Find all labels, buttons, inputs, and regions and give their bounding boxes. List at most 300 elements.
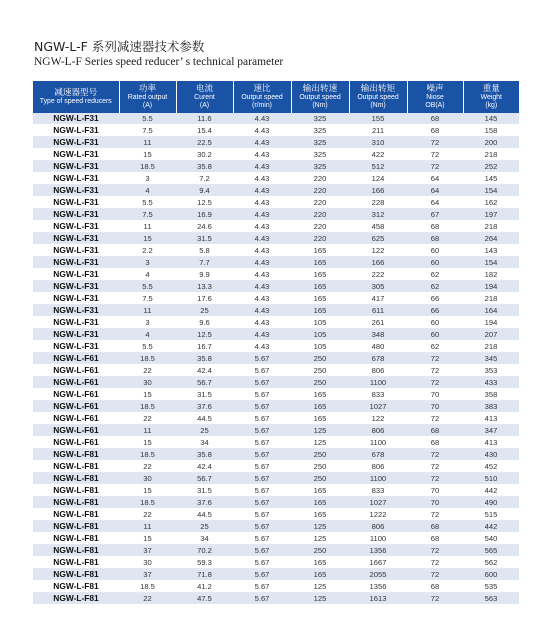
cell-noise: 72	[407, 461, 463, 473]
cell-model: NGW-L-F31	[33, 281, 119, 293]
cell-output-torque: 122	[349, 413, 407, 425]
cell-weight: 158	[463, 125, 519, 137]
cell-output-speed: 220	[291, 197, 349, 209]
cell-output-torque: 806	[349, 461, 407, 473]
cell-power: 2.2	[119, 245, 176, 257]
cell-noise: 60	[407, 257, 463, 269]
cell-output-speed: 220	[291, 173, 349, 185]
cell-output-speed: 125	[291, 533, 349, 545]
cell-current: 5.8	[176, 245, 233, 257]
header-model	[33, 81, 119, 113]
header-weight	[463, 81, 519, 113]
cell-output-torque: 512	[349, 161, 407, 173]
cell-model: NGW-L-F81	[33, 581, 119, 593]
cell-model: NGW-L-F31	[33, 125, 119, 137]
cell-current: 12.5	[176, 329, 233, 341]
cell-current: 25	[176, 425, 233, 437]
cell-model: NGW-L-F31	[33, 185, 119, 197]
cell-power: 7.5	[119, 125, 176, 137]
cell-output-torque: 1222	[349, 509, 407, 521]
cell-power: 4	[119, 269, 176, 281]
table-row	[33, 293, 519, 305]
cell-noise: 68	[407, 581, 463, 593]
header-output-speed-cn: 输出转速	[302, 84, 338, 95]
cell-model: NGW-L-F81	[33, 485, 119, 497]
cell-current: 35.8	[176, 449, 233, 461]
table-row	[33, 449, 519, 461]
table-row	[33, 329, 519, 341]
cell-model: NGW-L-F31	[33, 317, 119, 329]
cell-ratio: 5.67	[233, 401, 291, 413]
table-row	[33, 377, 519, 389]
cell-power: 22	[119, 365, 176, 377]
cell-output-torque: 166	[349, 257, 407, 269]
table-row	[33, 353, 519, 365]
cell-noise: 68	[407, 113, 463, 125]
cell-power: 18.5	[119, 581, 176, 593]
cell-output-speed: 165	[291, 269, 349, 281]
cell-model: NGW-L-F31	[33, 137, 119, 149]
table-row	[33, 209, 519, 221]
header-output-speed	[291, 81, 349, 113]
cell-output-torque: 611	[349, 305, 407, 317]
table-row	[33, 281, 519, 293]
table-row	[33, 569, 519, 581]
cell-power: 5.5	[119, 113, 176, 125]
header-power-en: Rated output	[127, 94, 168, 102]
cell-output-speed: 220	[291, 209, 349, 221]
cell-weight: 207	[463, 329, 519, 341]
cell-output-torque: 806	[349, 425, 407, 437]
cell-power: 11	[119, 305, 176, 317]
cell-power: 30	[119, 473, 176, 485]
cell-output-speed: 165	[291, 509, 349, 521]
table-row	[33, 425, 519, 437]
cell-ratio: 5.67	[233, 425, 291, 437]
cell-model: NGW-L-F81	[33, 473, 119, 485]
cell-noise: 70	[407, 401, 463, 413]
cell-current: 71.8	[176, 569, 233, 581]
cell-power: 7.5	[119, 209, 176, 221]
cell-weight: 162	[463, 197, 519, 209]
cell-ratio: 5.67	[233, 461, 291, 473]
cell-power: 11	[119, 521, 176, 533]
cell-noise: 68	[407, 521, 463, 533]
cell-noise: 72	[407, 161, 463, 173]
cell-current: 15.4	[176, 125, 233, 137]
cell-output-torque: 833	[349, 485, 407, 497]
cell-ratio: 5.67	[233, 533, 291, 545]
cell-weight: 565	[463, 545, 519, 557]
cell-current: 42.4	[176, 461, 233, 473]
cell-ratio: 5.67	[233, 353, 291, 365]
cell-output-torque: 833	[349, 389, 407, 401]
cell-noise: 67	[407, 209, 463, 221]
cell-ratio: 4.43	[233, 185, 291, 197]
cell-weight: 358	[463, 389, 519, 401]
cell-ratio: 5.67	[233, 389, 291, 401]
cell-model: NGW-L-F31	[33, 209, 119, 221]
cell-output-torque: 1356	[349, 545, 407, 557]
cell-ratio: 4.43	[233, 281, 291, 293]
header-output-torque-en: Output speed	[357, 94, 399, 102]
header-ratio-en: Output speed	[241, 94, 283, 102]
cell-output-torque: 806	[349, 365, 407, 377]
cell-current: 17.6	[176, 293, 233, 305]
cell-current: 42.4	[176, 365, 233, 377]
cell-weight: 535	[463, 581, 519, 593]
cell-power: 30	[119, 377, 176, 389]
cell-power: 22	[119, 509, 176, 521]
cell-output-speed: 105	[291, 329, 349, 341]
cell-current: 16.9	[176, 209, 233, 221]
cell-output-torque: 480	[349, 341, 407, 353]
cell-ratio: 4.43	[233, 221, 291, 233]
cell-noise: 68	[407, 425, 463, 437]
header-weight-cn: 重量	[482, 84, 500, 95]
cell-model: NGW-L-F81	[33, 497, 119, 509]
cell-ratio: 5.67	[233, 593, 291, 605]
cell-model: NGW-L-F31	[33, 245, 119, 257]
cell-output-speed: 325	[291, 125, 349, 137]
table-row	[33, 137, 519, 149]
cell-output-torque: 312	[349, 209, 407, 221]
table-row	[33, 269, 519, 281]
cell-ratio: 5.67	[233, 545, 291, 557]
table-row	[33, 305, 519, 317]
table-row	[33, 413, 519, 425]
cell-ratio: 5.67	[233, 509, 291, 521]
cell-ratio: 4.43	[233, 245, 291, 257]
cell-output-speed: 105	[291, 341, 349, 353]
cell-noise: 72	[407, 545, 463, 557]
cell-weight: 563	[463, 593, 519, 605]
cell-output-torque: 261	[349, 317, 407, 329]
cell-current: 35.8	[176, 161, 233, 173]
cell-output-speed: 165	[291, 557, 349, 569]
cell-output-torque: 348	[349, 329, 407, 341]
cell-current: 44.5	[176, 509, 233, 521]
cell-output-speed: 165	[291, 485, 349, 497]
header-output-torque-unit: (Nm)	[370, 101, 386, 109]
cell-power: 4	[119, 329, 176, 341]
cell-weight: 442	[463, 521, 519, 533]
cell-power: 30	[119, 557, 176, 569]
cell-weight: 143	[463, 245, 519, 257]
cell-output-speed: 250	[291, 473, 349, 485]
cell-output-torque: 1100	[349, 533, 407, 545]
cell-current: 24.6	[176, 221, 233, 233]
cell-power: 11	[119, 137, 176, 149]
cell-weight: 252	[463, 161, 519, 173]
table-row	[33, 149, 519, 161]
cell-noise: 72	[407, 509, 463, 521]
cell-output-torque: 305	[349, 281, 407, 293]
cell-ratio: 4.43	[233, 329, 291, 341]
cell-output-speed: 165	[291, 293, 349, 305]
cell-model: NGW-L-F81	[33, 533, 119, 545]
cell-power: 22	[119, 593, 176, 605]
cell-output-torque: 678	[349, 449, 407, 461]
cell-model: NGW-L-F81	[33, 509, 119, 521]
cell-current: 13.3	[176, 281, 233, 293]
cell-model: NGW-L-F81	[33, 557, 119, 569]
cell-current: 31.5	[176, 233, 233, 245]
cell-output-torque: 422	[349, 149, 407, 161]
cell-output-torque: 1613	[349, 593, 407, 605]
cell-ratio: 5.67	[233, 497, 291, 509]
cell-output-torque: 1100	[349, 437, 407, 449]
cell-output-speed: 325	[291, 161, 349, 173]
cell-power: 5.5	[119, 197, 176, 209]
cell-output-speed: 165	[291, 245, 349, 257]
cell-power: 15	[119, 149, 176, 161]
cell-noise: 64	[407, 197, 463, 209]
table-row	[33, 497, 519, 509]
cell-ratio: 5.67	[233, 485, 291, 497]
cell-current: 56.7	[176, 377, 233, 389]
cell-weight: 353	[463, 365, 519, 377]
cell-weight: 145	[463, 173, 519, 185]
cell-noise: 68	[407, 233, 463, 245]
cell-power: 37	[119, 569, 176, 581]
cell-output-speed: 250	[291, 461, 349, 473]
header-ratio	[233, 81, 291, 113]
cell-current: 59.3	[176, 557, 233, 569]
cell-power: 11	[119, 221, 176, 233]
cell-power: 18.5	[119, 353, 176, 365]
cell-model: NGW-L-F61	[33, 377, 119, 389]
table-row	[33, 113, 519, 125]
cell-power: 5.5	[119, 341, 176, 353]
table-row	[33, 389, 519, 401]
cell-current: 25	[176, 305, 233, 317]
header-current-unit: (A)	[199, 101, 210, 109]
cell-weight: 154	[463, 185, 519, 197]
table-row	[33, 401, 519, 413]
cell-current: 7.7	[176, 257, 233, 269]
cell-model: NGW-L-F61	[33, 389, 119, 401]
cell-ratio: 4.43	[233, 209, 291, 221]
cell-current: 9.6	[176, 317, 233, 329]
cell-weight: 600	[463, 569, 519, 581]
cell-output-speed: 220	[291, 221, 349, 233]
cell-power: 22	[119, 413, 176, 425]
table-body	[33, 113, 519, 605]
cell-output-torque: 678	[349, 353, 407, 365]
cell-output-speed: 220	[291, 233, 349, 245]
cell-weight: 515	[463, 509, 519, 521]
cell-current: 16.7	[176, 341, 233, 353]
cell-ratio: 5.67	[233, 437, 291, 449]
page-title-english: NGW-L-F Series speed reducer’ s technical parameter	[34, 56, 284, 68]
cell-output-torque: 228	[349, 197, 407, 209]
table-row	[33, 557, 519, 569]
table-row	[33, 197, 519, 209]
cell-ratio: 4.43	[233, 233, 291, 245]
cell-output-speed: 165	[291, 305, 349, 317]
header-current	[176, 81, 233, 113]
cell-output-torque: 1356	[349, 581, 407, 593]
cell-power: 15	[119, 233, 176, 245]
cell-model: NGW-L-F31	[33, 305, 119, 317]
table-row	[33, 581, 519, 593]
cell-noise: 68	[407, 125, 463, 137]
cell-output-torque: 310	[349, 137, 407, 149]
cell-ratio: 4.43	[233, 257, 291, 269]
cell-current: 34	[176, 437, 233, 449]
cell-output-speed: 325	[291, 149, 349, 161]
table-row	[33, 473, 519, 485]
cell-noise: 72	[407, 473, 463, 485]
header-output-speed-unit: (Nm)	[312, 101, 328, 109]
cell-power: 4	[119, 185, 176, 197]
cell-ratio: 4.43	[233, 305, 291, 317]
table-row	[33, 509, 519, 521]
cell-current: 25	[176, 521, 233, 533]
table-row	[33, 545, 519, 557]
cell-noise: 60	[407, 317, 463, 329]
table-row	[33, 485, 519, 497]
header-output-torque-cn: 输出转矩	[360, 84, 396, 95]
cell-ratio: 5.67	[233, 581, 291, 593]
cell-noise: 64	[407, 173, 463, 185]
cell-output-torque: 806	[349, 521, 407, 533]
cell-ratio: 4.43	[233, 269, 291, 281]
cell-output-torque: 211	[349, 125, 407, 137]
cell-ratio: 5.67	[233, 449, 291, 461]
header-row	[33, 81, 519, 113]
cell-weight: 264	[463, 233, 519, 245]
cell-output-speed: 165	[291, 569, 349, 581]
cell-model: NGW-L-F81	[33, 569, 119, 581]
cell-weight: 345	[463, 353, 519, 365]
header-weight-unit: (kg)	[485, 101, 498, 109]
cell-ratio: 5.67	[233, 473, 291, 485]
cell-noise: 72	[407, 149, 463, 161]
cell-power: 18.5	[119, 161, 176, 173]
cell-output-speed: 105	[291, 317, 349, 329]
cell-noise: 72	[407, 413, 463, 425]
cell-current: 9.9	[176, 269, 233, 281]
cell-output-speed: 125	[291, 437, 349, 449]
cell-model: NGW-L-F31	[33, 341, 119, 353]
cell-output-torque: 625	[349, 233, 407, 245]
cell-model: NGW-L-F31	[33, 149, 119, 161]
cell-model: NGW-L-F31	[33, 269, 119, 281]
header-noise-cn: 噪声	[426, 84, 444, 95]
cell-ratio: 4.43	[233, 173, 291, 185]
cell-weight: 194	[463, 281, 519, 293]
cell-current: 12.5	[176, 197, 233, 209]
cell-output-speed: 250	[291, 365, 349, 377]
cell-power: 11	[119, 425, 176, 437]
cell-output-torque: 458	[349, 221, 407, 233]
cell-model: NGW-L-F61	[33, 365, 119, 377]
cell-current: 34	[176, 533, 233, 545]
cell-noise: 72	[407, 137, 463, 149]
cell-noise: 70	[407, 485, 463, 497]
table-row	[33, 185, 519, 197]
cell-model: NGW-L-F31	[33, 257, 119, 269]
cell-output-speed: 250	[291, 353, 349, 365]
cell-noise: 72	[407, 593, 463, 605]
cell-ratio: 4.43	[233, 293, 291, 305]
cell-weight: 218	[463, 293, 519, 305]
cell-model: NGW-L-F61	[33, 413, 119, 425]
cell-model: NGW-L-F61	[33, 425, 119, 437]
table-row	[33, 533, 519, 545]
page-title-chinese: NGW-L-F 系列减速器技术参数	[34, 39, 205, 54]
cell-weight: 430	[463, 449, 519, 461]
cell-weight: 442	[463, 485, 519, 497]
cell-ratio: 4.43	[233, 125, 291, 137]
cell-power: 3	[119, 173, 176, 185]
header-output-speed-en: Output speed	[299, 94, 341, 102]
cell-power: 3	[119, 257, 176, 269]
cell-output-speed: 165	[291, 413, 349, 425]
cell-output-speed: 125	[291, 593, 349, 605]
cell-model: NGW-L-F31	[33, 173, 119, 185]
header-power	[119, 81, 176, 113]
cell-output-torque: 2055	[349, 569, 407, 581]
technical-parameter-table	[33, 81, 519, 605]
cell-ratio: 4.43	[233, 197, 291, 209]
header-ratio-cn: 速比	[253, 84, 271, 95]
cell-model: NGW-L-F81	[33, 593, 119, 605]
cell-output-torque: 166	[349, 185, 407, 197]
cell-model: NGW-L-F31	[33, 221, 119, 233]
cell-power: 3	[119, 317, 176, 329]
cell-noise: 72	[407, 377, 463, 389]
cell-current: 56.7	[176, 473, 233, 485]
cell-weight: 383	[463, 401, 519, 413]
cell-ratio: 5.67	[233, 413, 291, 425]
header-model-en: Type of speed reducers	[39, 97, 112, 105]
cell-output-speed: 165	[291, 389, 349, 401]
cell-weight: 197	[463, 209, 519, 221]
cell-noise: 66	[407, 293, 463, 305]
cell-weight: 347	[463, 425, 519, 437]
header-current-cn: 电流	[195, 84, 214, 95]
cell-current: 31.5	[176, 485, 233, 497]
cell-current: 30.2	[176, 149, 233, 161]
cell-output-torque: 222	[349, 269, 407, 281]
cell-power: 18.5	[119, 401, 176, 413]
cell-output-torque: 1027	[349, 497, 407, 509]
cell-weight: 562	[463, 557, 519, 569]
cell-weight: 200	[463, 137, 519, 149]
cell-weight: 194	[463, 317, 519, 329]
cell-noise: 62	[407, 281, 463, 293]
cell-power: 15	[119, 389, 176, 401]
header-noise-unit: OB(A)	[425, 101, 445, 109]
cell-ratio: 4.43	[233, 317, 291, 329]
table-row	[33, 125, 519, 137]
cell-ratio: 5.67	[233, 377, 291, 389]
cell-noise: 72	[407, 557, 463, 569]
cell-power: 15	[119, 485, 176, 497]
table-row	[33, 233, 519, 245]
cell-noise: 64	[407, 185, 463, 197]
table-row	[33, 257, 519, 269]
cell-power: 15	[119, 533, 176, 545]
cell-model: NGW-L-F81	[33, 545, 119, 557]
header-power-cn: 功率	[138, 84, 157, 95]
cell-model: NGW-L-F31	[33, 329, 119, 341]
cell-weight: 540	[463, 533, 519, 545]
cell-weight: 413	[463, 437, 519, 449]
